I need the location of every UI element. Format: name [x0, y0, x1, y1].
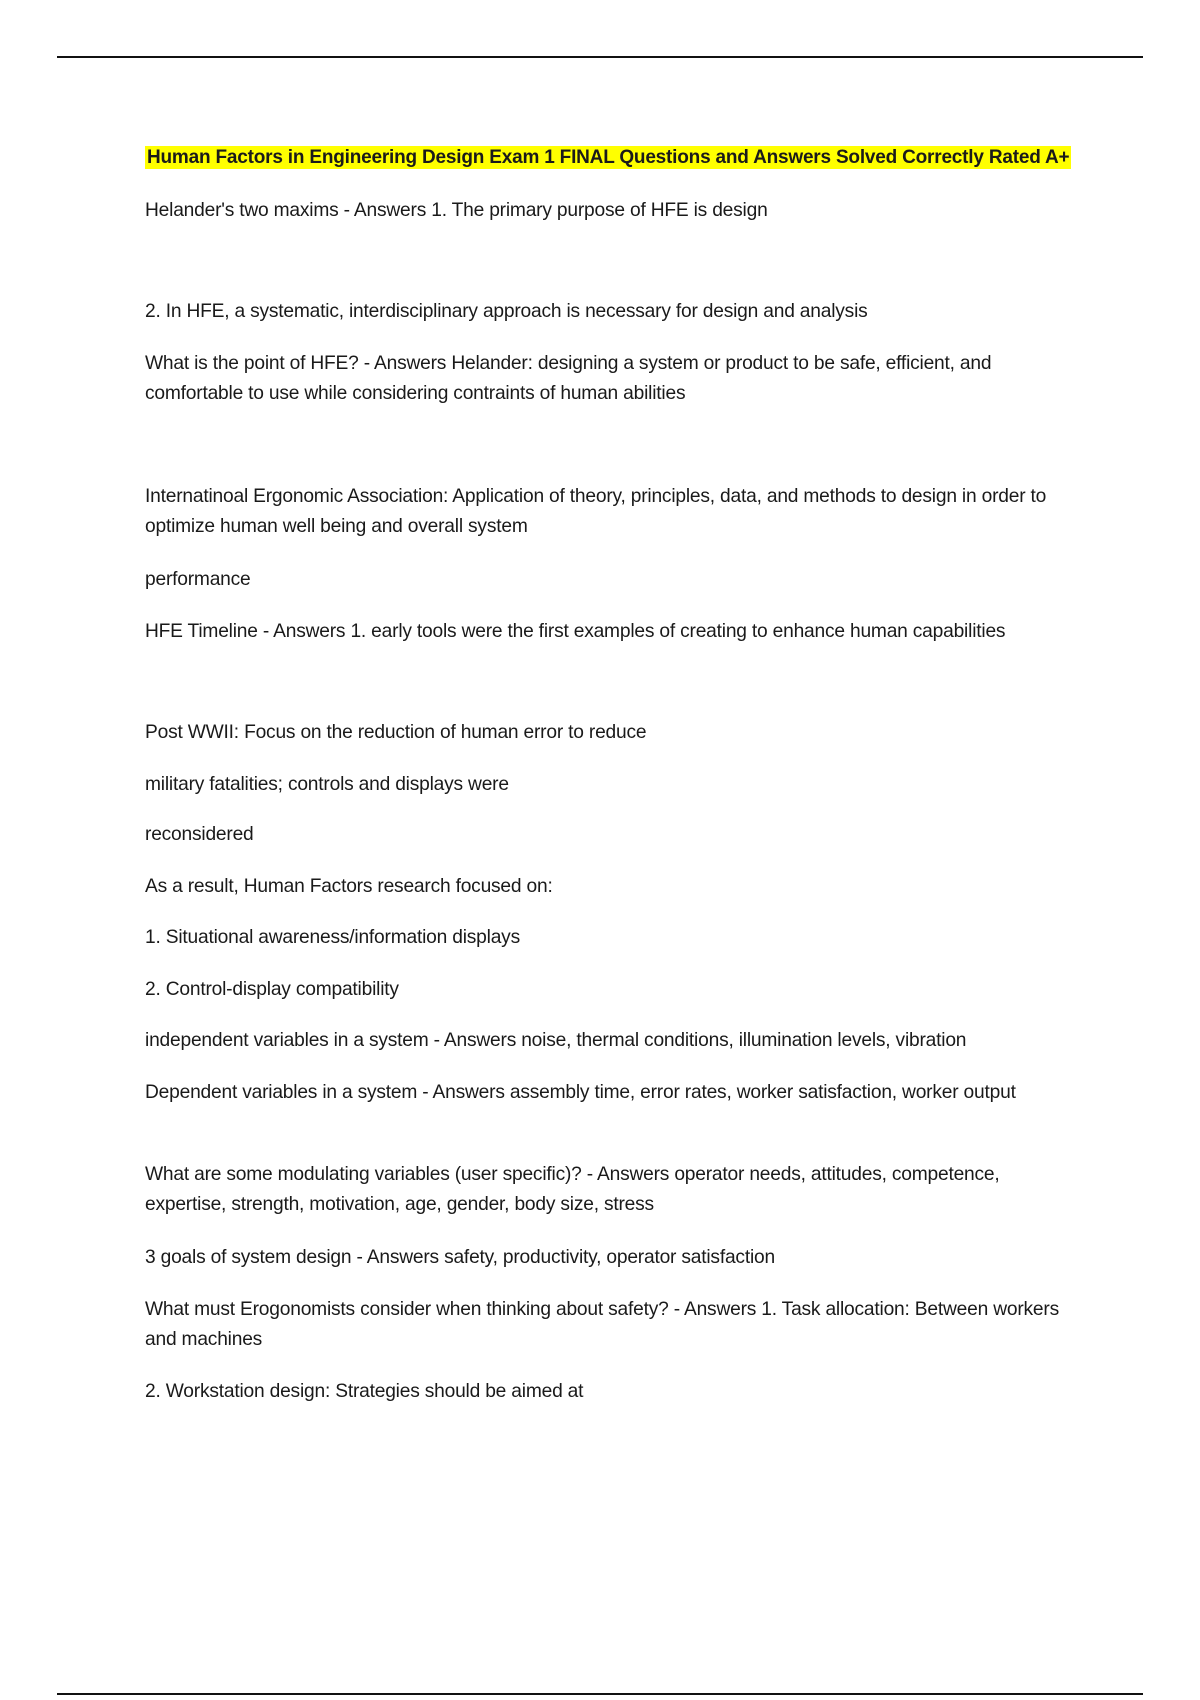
- paragraph-system-design-goals: 3 goals of system design - Answers safety, productivity, operator satisfaction: [145, 1247, 775, 1268]
- paragraph-military-fatalities: military fatalities; controls and displays were: [145, 774, 509, 795]
- footer-rule: [57, 1693, 1143, 1695]
- paragraph-independent-variables: independent variables in a system - Answers noise, thermal conditions, illumination levels, vibration: [145, 1030, 967, 1051]
- paragraph-safety-considerations: What must Erogonomists consider when thinking about safety? - Answers 1. Task allocation: Between workers and machines: [145, 1299, 1059, 1350]
- paragraph-performance: performance: [145, 569, 251, 590]
- header-rule: [57, 56, 1143, 58]
- paragraph-control-display: 2. Control-display compatibility: [145, 979, 399, 1000]
- paragraph-situational-awareness: 1. Situational awareness/information displays: [145, 927, 520, 948]
- paragraph-helander-maxims: Helander's two maxims - Answers 1. The primary purpose of HFE is design: [145, 200, 768, 221]
- paragraph-dependent-variables: Dependent variables in a system - Answers assembly time, error rates, worker satisfaction, worker output: [145, 1082, 1016, 1103]
- paragraph-hfe-timeline: HFE Timeline - Answers 1. early tools were the first examples of creating to enhance human capabilities: [145, 621, 1006, 642]
- paragraph-post-wwii: Post WWII: Focus on the reduction of human error to reduce: [145, 722, 647, 743]
- paragraph-iea-definition: Internatinoal Ergonomic Association: Application of theory, principles, data, and methods to design in order to optimize human well being and overall system: [145, 486, 1047, 537]
- paragraph-modulating-variables: What are some modulating variables (user specific)? - Answers operator needs, attitudes, competence, expertise, strength, motivation, age, gender, body size, stress: [145, 1164, 1000, 1215]
- document-title: [145, 146, 1071, 170]
- paragraph-reconsidered: reconsidered: [145, 824, 254, 845]
- paragraph-hfe-systematic: 2. In HFE, a systematic, interdisciplinary approach is necessary for design and analysis: [145, 301, 868, 322]
- paragraph-workstation-design: 2. Workstation design: Strategies should be aimed at: [145, 1381, 584, 1402]
- paragraph-point-of-hfe: What is the point of HFE? - Answers Helander: designing a system or product to be safe, efficient, and comfortable to use while considering contraints of human abilities: [145, 353, 992, 404]
- paragraph-research-focus: As a result, Human Factors research focused on:: [145, 876, 553, 897]
- title-highlight: Human Factors in Engineering Design Exam 1 FINAL Questions and Answers Solved Correctly Rated A+: [147, 147, 1070, 168]
